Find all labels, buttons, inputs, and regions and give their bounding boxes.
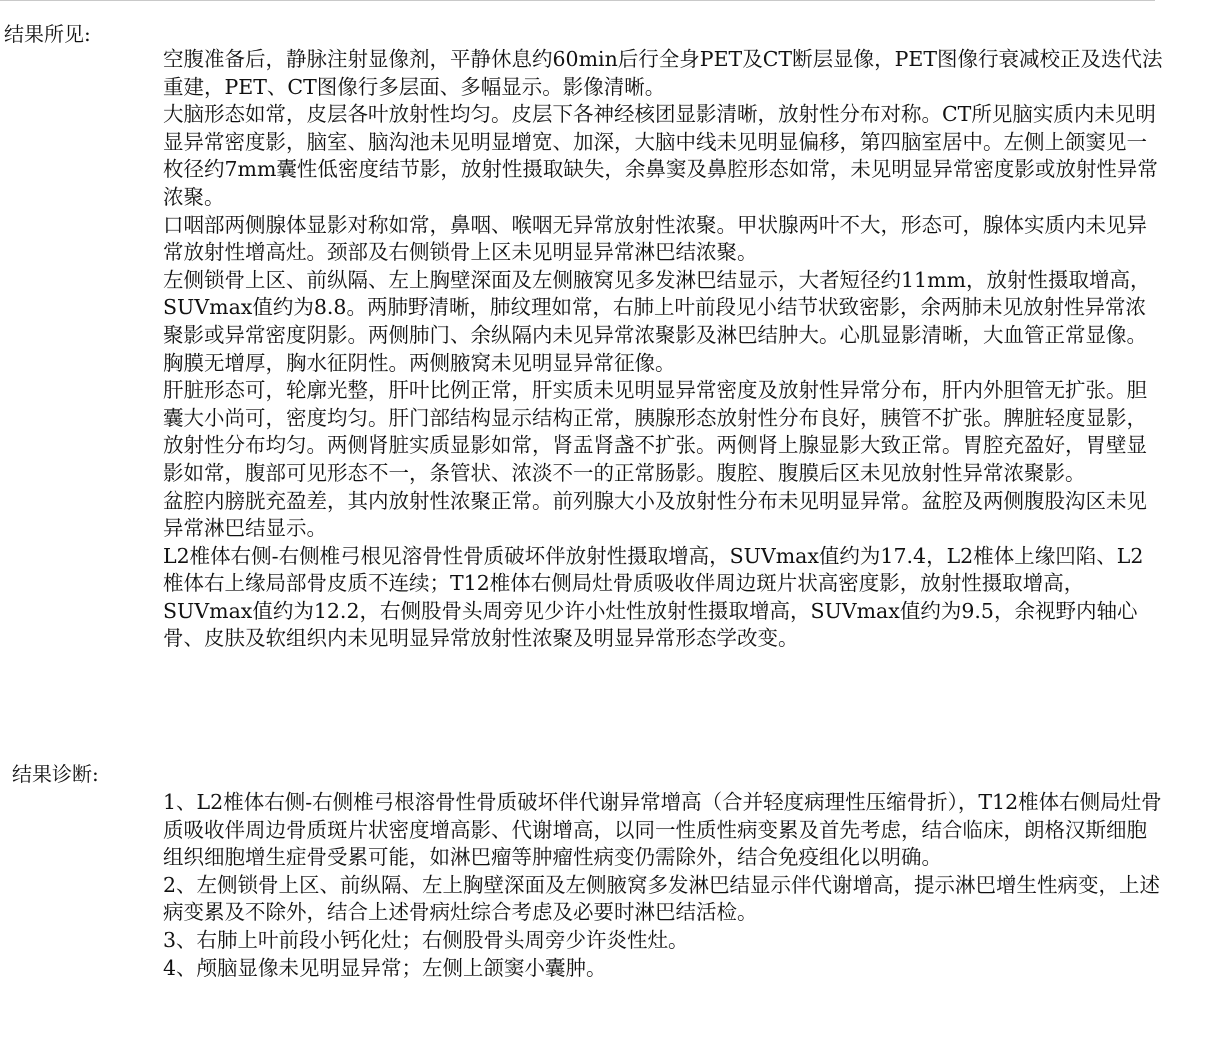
findings-paragraph-bone: L2椎体右侧-右侧椎弓根见溶骨性骨质破坏伴放射性摄取增高，SUVmax值约为17.4，L2椎体上缘凹陷、L2椎体右上缘局部骨皮质不连续；T12椎体右侧局灶骨质吸收伴周边斑片状高密度影，放射性摄取增高，SUVmax值约为12.2，右侧股骨头周旁见少许小灶性放射性摄取增高，SUVmax值约为9.5，余视野内轴心骨、皮肤及软组织内未见明显异常放射性浓聚及明显异常形态学改变。	[163, 543, 1144, 651]
findings-paragraph-imaging-method: 空腹准备后，静脉注射显像剂，平静休息约60min后行全身PET及CT断层显像，PET图像行衰减校正及迭代法重建，PET、CT图像行多层面、多幅显示。影像清晰。	[163, 47, 1163, 99]
diagnosis-item-2: 2、左侧锁骨上区、前纵隔、左上胸壁深面及左侧腋窝多发淋巴结显示伴代谢增高，提示淋巴增生性病变，上述病变累及不除外，结合上述骨病灶综合考虑及必要时淋巴结活检。	[163, 872, 1161, 925]
top-divider	[0, 0, 1155, 1]
findings-section	[163, 46, 1163, 653]
findings-paragraph-abdomen: 肝脏形态可，轮廓光整，肝叶比例正常，肝实质未见明显异常密度及放射性异常分布，肝内外胆管无扩张。胆囊大小尚可，密度均匀。肝门部结构显示结构正常，胰腺形态放射性分布良好，胰管不扩张。脾脏轻度显影，放射性分布均匀。两侧肾脏实质显影如常，肾盂肾盏不扩张。两侧肾上腺显影大致正常。胃腔充盈好，胃壁显影如常，腹部可见形态不一，条管状、浓淡不一的正常肠影。腹腔、腹膜后区未见放射性异常浓聚影。	[163, 378, 1147, 485]
findings-heading: 结果所见:	[4, 22, 91, 46]
findings-paragraph-pelvis: 盆腔内膀胱充盈差，其内放射性浓聚正常。前列腺大小及放射性分布未见明显异常。盆腔及两侧腹股沟区未见异常淋巴结显示。	[163, 488, 1147, 541]
diagnosis-item-3: 3、右肺上叶前段小钙化灶；右侧股骨头周旁少许炎性灶。	[163, 927, 689, 952]
diagnosis-heading: 结果诊断:	[12, 762, 99, 786]
findings-paragraph-brain: 大脑形态如常，皮层各叶放射性均匀。皮层下各神经核团显影清晰，放射性分布对称。CT所见脑实质内未见明显异常密度影，脑室、脑沟池未见明显增宽、加深，大脑中线未见明显偏移，第四脑室居中。左侧上颌窦见一枚径约7mm囊性低密度结节影，放射性摄取缺失，余鼻窦及鼻腔形态如常，未见明显异常密度影或放射性异常浓聚。	[163, 102, 1158, 209]
diagnosis-section	[163, 789, 1163, 982]
findings-paragraph-chest: 左侧锁骨上区、前纵隔、左上胸壁深面及左侧腋窝见多发淋巴结显示，大者短径约11mm，放射性摄取增高，SUVmax值约为8.8。两肺野清晰，肺纹理如常，右肺上叶前段见小结节状致密影，余两肺未见放射性异常浓聚影或异常密度阴影。两侧肺门、余纵隔内未见异常浓聚影及淋巴结肿大。心肌显影清晰，大血管正常显像。胸膜无增厚，胸水征阴性。两侧腋窝未见明显异常征像。	[163, 267, 1151, 375]
diagnosis-item-1: 1、L2椎体右侧-右侧椎弓根溶骨性骨质破坏伴代谢异常增高（合并轻度病理性压缩骨折），T12椎体右侧局灶骨质吸收伴周边骨质斑片状密度增高影、代谢增高，以同一性质性病变累及首先考虑，结合临床，朗格汉斯细胞组织细胞增生症骨受累可能，如淋巴瘤等肿瘤性病变仍需除外，结合免疫组化以明确。	[163, 790, 1162, 870]
diagnosis-item-4: 4、颅脑显像未见明显异常；左侧上颌窦小囊肿。	[163, 955, 607, 980]
findings-paragraph-neck: 口咽部两侧腺体显影对称如常，鼻咽、喉咽无异常放射性浓聚。甲状腺两叶不大，形态可，腺体实质内未见异常放射性增高灶。颈部及右侧锁骨上区未见明显异常淋巴结浓聚。	[163, 212, 1147, 265]
